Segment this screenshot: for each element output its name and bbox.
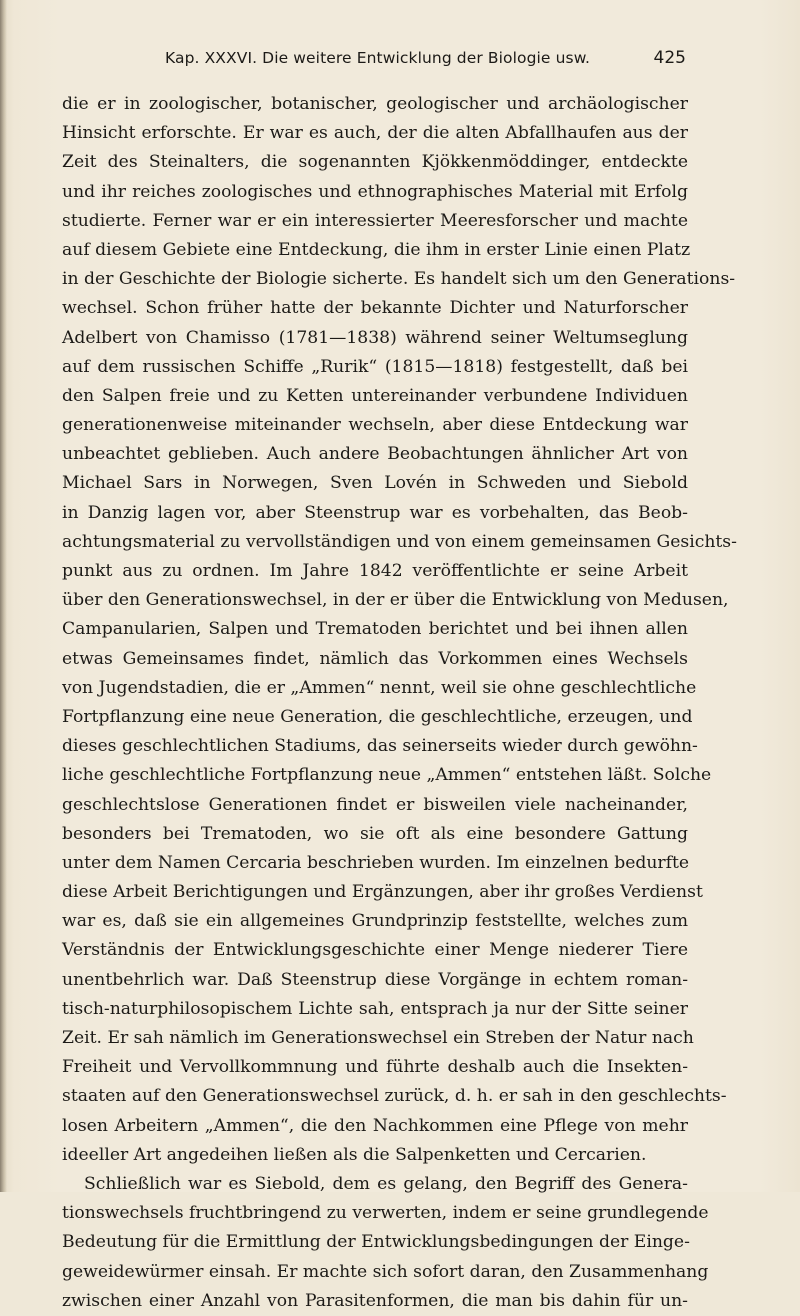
text-line: zwischen einer Anzahl von Parasitenformen, die man bis dahin für un- [62, 1290, 688, 1311]
running-head: Kap. XXXVI. Die weitere Entwicklung der Biologie usw. [165, 49, 591, 67]
text-line: etwas Gemeinsames findet, nämlich das Vorkommen eines Wechsels [62, 648, 688, 669]
text-line: wechsel. Schon früher hatte der bekannte Dichter und Naturforscher [62, 298, 688, 319]
text-line: Schließlich war es Siebold, dem es gelang, den Begriff des Genera- [84, 1173, 688, 1194]
text-line: Hinsicht erforschte. Er war es auch, der die alten Abfallhaufen aus der [62, 123, 688, 144]
text-line: über den Generationswechsel, in der er über die Entwicklung von Medusen, [62, 590, 729, 611]
body-text [62, 90, 737, 1316]
page-gutter-shadow [0, 0, 7, 1192]
text-line: unentbehrlich war. Daß Steenstrup diese Vorgänge in echtem roman- [62, 969, 688, 990]
text-line: auf dem russischen Schiffe „Rurik“ (1815—1818) festgestellt, daß bei [62, 356, 688, 377]
text-line: ideeller Art angedeihen ließen als die Salpenketten und Cercarien. [62, 1144, 647, 1165]
text-line: liche geschlechtliche Fortpflanzung neue „Ammen“ entstehen läßt. Solche [62, 765, 712, 786]
text-line: punkt aus zu ordnen. Im Jahre 1842 veröffentlichte er seine Arbeit [62, 561, 688, 581]
text-line: unter dem Namen Cercaria beschrieben wurden. Im einzelnen bedurfte [62, 852, 690, 873]
text-line: achtungsmaterial zu vervollständigen und von einem gemeinsamen Gesichts- [62, 531, 737, 552]
text-line: Freiheit und Vervollkommnung und führte deshalb auch die Insekten- [62, 1057, 688, 1078]
text-line: besonders bei Trematoden, wo sie oft als eine besondere Gattung [62, 823, 688, 844]
text-line: Zeit. Er sah nämlich im Generationswechsel ein Streben der Natur nach [62, 1028, 694, 1048]
text-line: studierte. Ferner war er ein interessierter Meeresforscher und machte [62, 210, 688, 231]
text-line: Verständnis der Entwicklungsgeschichte einer Menge niederer Tiere [62, 940, 688, 961]
text-line: in der Geschichte der Biologie sicherte. Es handelt sich um den Generations- [62, 269, 736, 290]
text-line: staaten auf den Generationswechsel zurück, d. h. er sah in den geschlechts- [62, 1086, 727, 1107]
text-line: Bedeutung für die Ermittlung der Entwicklungsbedingungen der Einge- [62, 1232, 690, 1253]
text-line: geweidewürmer einsah. Er machte sich sofort daran, den Zusammenhang [62, 1261, 709, 1282]
text-line: von Jugendstadien, die er „Ammen“ nennt, weil sie ohne geschlechtliche [62, 677, 697, 698]
text-line: tionswechsels fruchtbringend zu verwerten, indem er seine grundlegende [62, 1203, 709, 1224]
page-header [62, 45, 688, 75]
text-line: Zeit des Steinalters, die sogenannten Kjökkenmöddinger, entdeckte [62, 152, 688, 173]
text-line: geschlechtslose Generationen findet er bisweilen viele nacheinander, [62, 794, 688, 815]
text-line: Campanularien, Salpen und Trematoden berichtet und bei ihnen allen [62, 619, 688, 640]
text-line: die er in zoologischer, botanischer, geologischer und archäologischer [62, 94, 688, 114]
text-line: tisch-naturphilosopischem Lichte sah, entsprach ja nur der Sitte seiner [62, 998, 688, 1019]
text-line: und ihr reiches zoologisches und ethnographisches Material mit Erfolg [62, 181, 688, 202]
text-line: Adelbert von Chamisso (1781—1838) während seiner Weltumseglung [62, 327, 688, 348]
text-line: war es, daß sie ein allgemeines Grundprinzip feststellte, welches zum [62, 911, 688, 932]
text-line: diese Arbeit Berichtigungen und Ergänzungen, aber ihr großes Verdienst [62, 882, 703, 903]
text-line: losen Arbeitern „Ammen“, die den Nachkommen eine Pflege von mehr [62, 1115, 688, 1136]
text-line: Fortpflanzung eine neue Generation, die geschlechtliche, erzeugen, und [62, 706, 693, 727]
text-line: dieses geschlechtlichen Stadiums, das seinerseits wieder durch gewöhn- [62, 736, 698, 757]
page-number: 425 [653, 48, 686, 68]
text-line: auf diesem Gebiete eine Entdeckung, die ihm in erster Linie einen Platz [62, 239, 691, 260]
text-line: den Salpen freie und zu Ketten untereinander verbundene Individuen [62, 385, 688, 406]
text-line: generationenweise miteinander wechseln, aber diese Entdeckung war [62, 415, 688, 436]
text-line: in Danzig lagen vor, aber Steenstrup war es vorbehalten, das Beob- [62, 502, 688, 523]
text-line: Michael Sars in Norwegen, Sven Lovén in Schweden und Siebold [62, 473, 688, 494]
text-line: unbeachtet geblieben. Auch andere Beobachtungen ähnlicher Art von [62, 444, 688, 465]
